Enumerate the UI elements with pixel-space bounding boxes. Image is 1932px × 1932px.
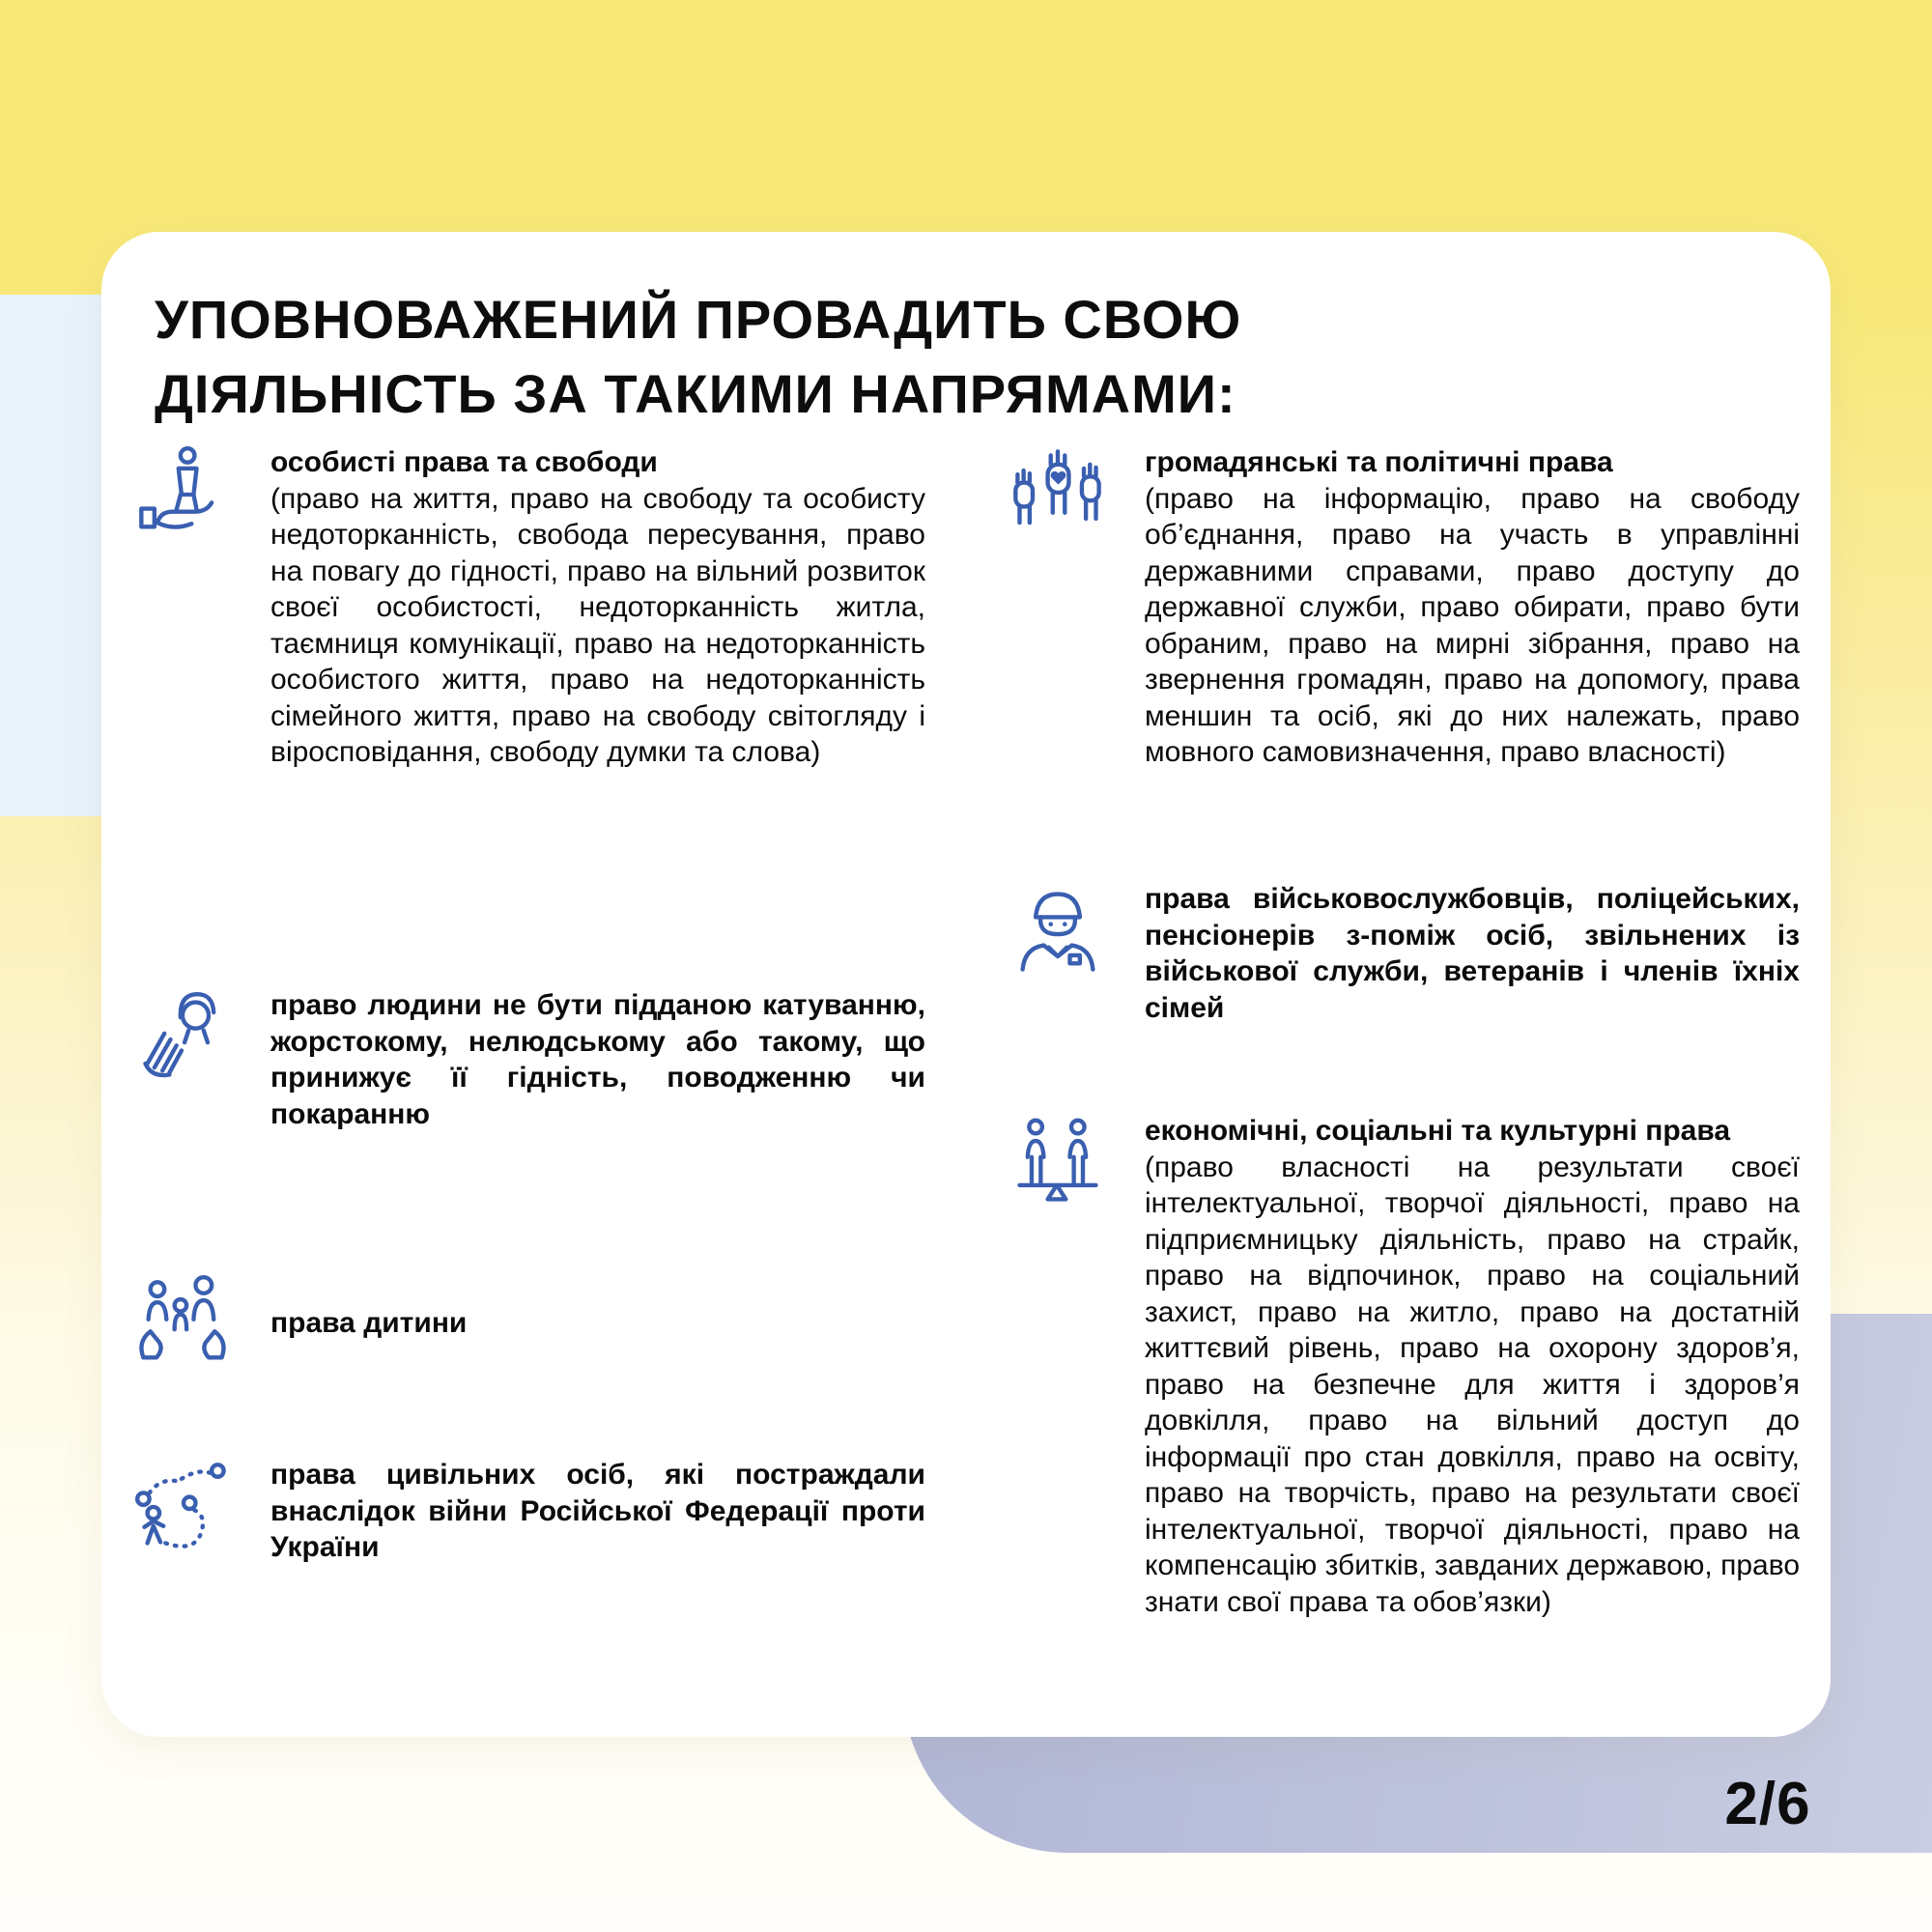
page-title-line1: УПОВНОВАЖЕНИЙ ПРОВАДИТЬ СВОЮ xyxy=(155,289,1242,350)
list-item-civilians-war xyxy=(133,1457,925,1566)
list-item-personal-rights xyxy=(133,444,925,771)
item-heading: економічні, соціальні та культурні права xyxy=(1145,1115,1731,1147)
item-heading: громадянські та політичні права xyxy=(1145,446,1613,478)
family-in-hands-icon xyxy=(133,1273,234,1374)
item-heading: право людини не бути підданою катуванню, жорстокому, нелюдському або такому, що принижує її гідність, поводженню чи покаранню xyxy=(270,989,925,1130)
page-title-line2: ДІЯЛЬНІСТЬ ЗА ТАКИМИ НАПРЯМАМИ: xyxy=(155,363,1236,424)
item-text: (право на інформацію, право на свободу об’єднання, право на участь в управлінні державними справами, право доступу до державної служби, право обирати, право бути обраним, право на мирні зібрання, право на звернення громадян, право на допомогу, права меншин та осіб, які до них належать, право мовного самовизначення, право власності) xyxy=(1145,482,1800,768)
list-item-civil-political-rights xyxy=(1008,444,1800,771)
people-balance-icon xyxy=(1008,1113,1108,1213)
page-title xyxy=(155,282,1241,431)
list-item-child-rights xyxy=(133,1273,925,1374)
item-heading: права дитини xyxy=(270,1307,468,1340)
item-text: (право власності на результати своєї інтелектуальної, творчої діяльності, право на підприємницьку діяльність, право на страйк, право на відпочинок, право на соціальний захист, право на житло, право на достатній життєвий рівень, право на охорону здоров’я, право на безпечне для життя і здоров’я довкілля, право на вільний доступ до інформації про стан довкілля, право на освіту, право на творчість, право на результати своєї інтелектуальної, творчої діяльності, право на компенсацію збитків, завданих державою, право знати свої права та обов’язки) xyxy=(1145,1151,1801,1618)
hand-protect-face-icon xyxy=(133,987,234,1088)
item-heading: права цивільних осіб, які постраждали внаслідок війни Російської Федерації проти України xyxy=(270,1459,925,1563)
content-card xyxy=(101,232,1831,1737)
page-number: 2/6 xyxy=(1724,1771,1811,1837)
item-heading: особисті права та свободи xyxy=(270,446,658,478)
person-on-hand-icon xyxy=(133,444,234,545)
item-heading: права військовослужбовців, поліцейських, пенсіонерів з-поміж осіб, звільнених із військової служби, ветеранів і членів їхніх сімей xyxy=(1145,883,1800,1024)
list-item-no-torture xyxy=(133,987,925,1132)
item-text: (право на життя, право на свободу та особисту недоторканність, свобода пересування, право на повагу до гідності, право на вільний розвиток своєї особистості, недоторканність житла, таємниця комунікації, право на недоторканність особистого життя, право на недоторканність сімейного життя, право на свободу світогляду і віросповідання, свободу думки та слова) xyxy=(270,482,925,768)
list-item-military-rights xyxy=(1008,881,1800,1026)
soldier-icon xyxy=(1008,881,1108,981)
raised-hands-heart-icon xyxy=(1008,444,1108,545)
list-item-economic-social-cultural-rights xyxy=(1008,1113,1800,1620)
displaced-person-icon xyxy=(133,1457,234,1557)
